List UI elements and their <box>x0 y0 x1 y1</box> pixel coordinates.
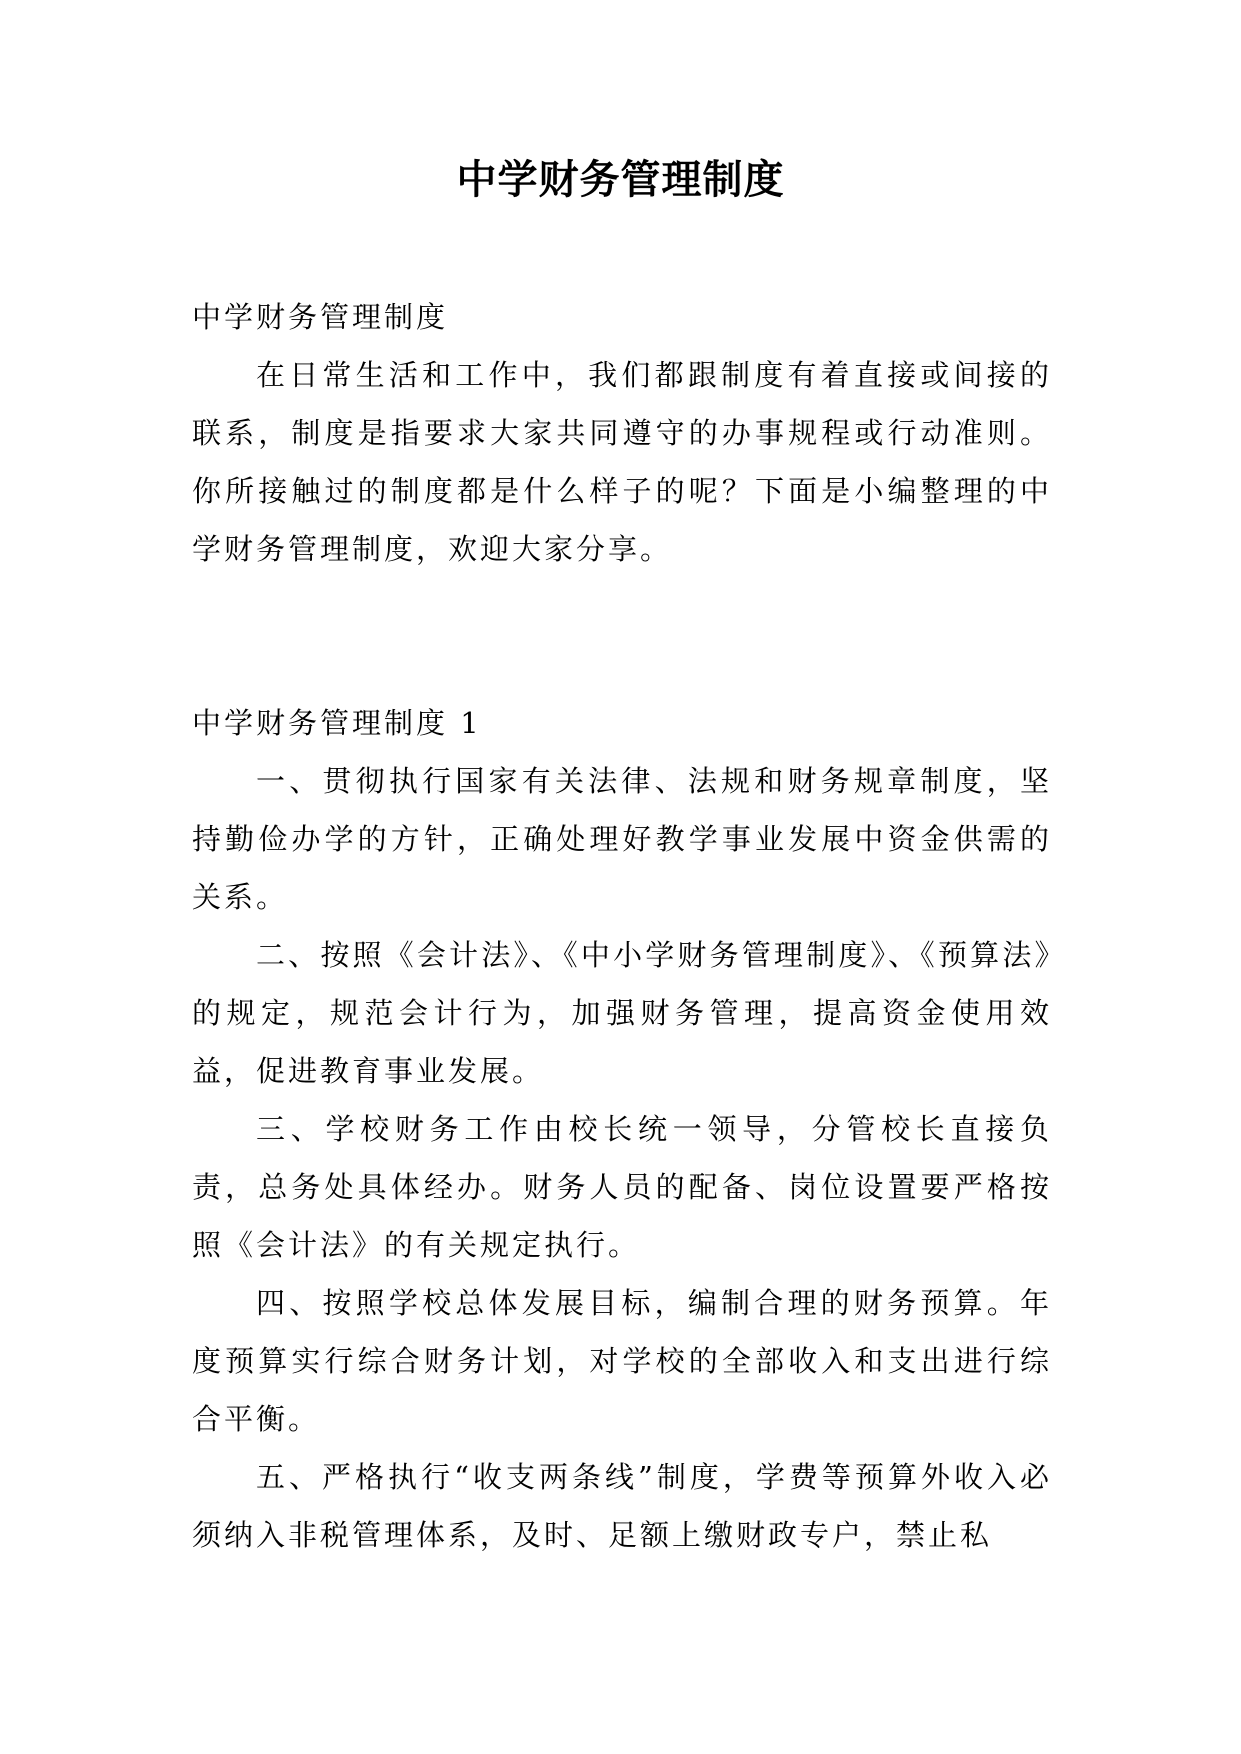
section-item-2: 二、按照《会计法》、《中小学财务管理制度》、《预算法》的规定，规范会计行为，加强财务管理，提高资金使用效益，促进教育事业发展。 <box>192 938 1052 1088</box>
document-title: 中学财务管理制度 <box>456 157 785 203</box>
section-item-3: 三、学校财务工作由校长统一领导，分管校长直接负责，总务处具体经办。财务人员的配备、岗位设置要严格按照《会计法》的有关规定执行。 <box>192 1112 1052 1262</box>
section-item-5: 五、严格执行“收支两条线”制度，学费等预算外收入必须纳入非税管理体系，及时、足额上缴财政专户，禁止私 <box>192 1460 1052 1552</box>
document-body <box>192 288 1052 1564</box>
section-item-1: 一、贯彻执行国家有关法律、法规和财务规章制度，坚持勤俭办学的方针，正确处理好教学事业发展中资金供需的关系。 <box>192 764 1052 914</box>
intro-paragraph: 在日常生活和工作中，我们都跟制度有着直接或间接的联系，制度是指要求大家共同遵守的办事规程或行动准则。你所接触过的制度都是什么样子的呢？下面是小编整理的中学财务管理制度，欢迎大家分享。 <box>192 358 1052 566</box>
section-spacer <box>192 578 1052 694</box>
section-item-4: 四、按照学校总体发展目标，编制合理的财务预算。年度预算实行综合财务计划，对学校的全部收入和支出进行综合平衡。 <box>192 1286 1052 1436</box>
section-heading: 中学财务管理制度 1 <box>192 706 482 740</box>
intro-heading: 中学财务管理制度 <box>192 300 449 334</box>
